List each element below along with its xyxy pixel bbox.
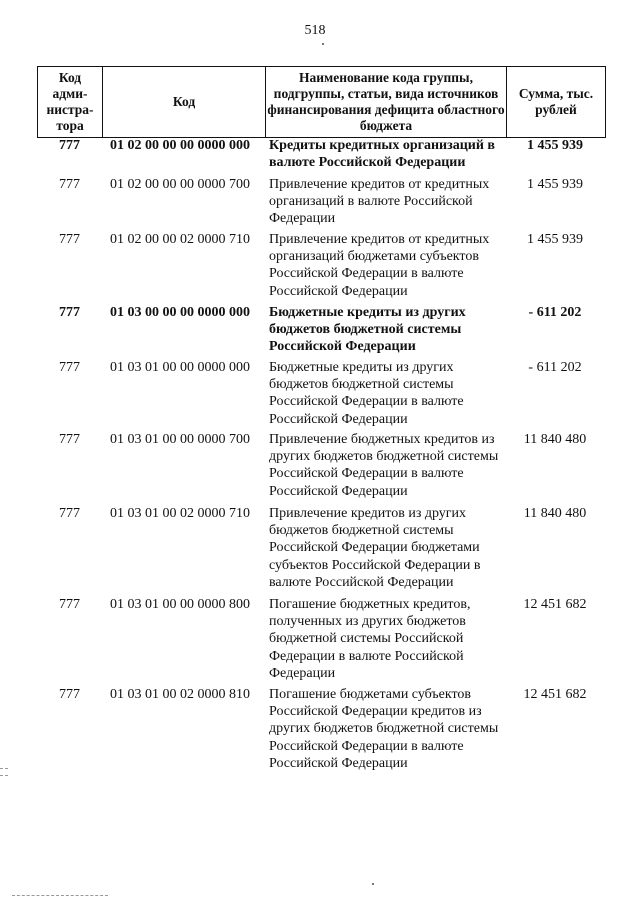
- row-sum: 12 451 682: [523, 687, 587, 702]
- header-name: Наименование кода группы, подгруппы, статьи, вида источников финансирования дефицита областного бюджета: [266, 67, 507, 137]
- row-name: Погашение бюджетами субъектов Российской Федерации кредитов из других бюджетов бюджетной системы Российской Федерации в валюте Российской Федерации: [269, 687, 499, 771]
- table-row: [37, 231, 604, 304]
- row-code: 01 02 00 00 00 0000 700: [110, 177, 250, 192]
- scan-dot: [372, 883, 374, 885]
- row-admin: 777: [59, 687, 80, 702]
- row-sum: - 611 202: [528, 305, 582, 320]
- row-name: Привлечение бюджетных кредитов из других бюджетов бюджетной системы Российской Федерации в валюте Российской Федерации: [269, 432, 499, 499]
- row-code: 01 03 01 00 00 0000 000: [110, 360, 250, 375]
- row-admin: 777: [59, 138, 80, 153]
- row-admin: 777: [59, 360, 80, 375]
- row-admin: 777: [59, 232, 80, 247]
- row-code: 01 03 00 00 00 0000 000: [110, 305, 250, 320]
- row-sum: 1 455 939: [527, 177, 583, 192]
- row-admin: 777: [59, 305, 80, 320]
- table-row: [37, 505, 604, 596]
- table-row: [37, 304, 604, 359]
- row-sum: 1 455 939: [527, 138, 583, 153]
- table-row: [37, 431, 604, 505]
- table-body: [37, 137, 604, 776]
- row-name: Привлечение кредитов от кредитных организаций бюджетами субъектов Российской Федерации в валюте Российской Федерации: [269, 232, 490, 299]
- page-number: 518: [304, 23, 326, 38]
- row-sum: 12 451 682: [523, 597, 587, 612]
- row-name: Привлечение кредитов из других бюджетов бюджетной системы Российской Федерации бюджетами субъектов Российской Федерации в валюте Российской Федерации: [269, 506, 481, 590]
- row-name: Привлечение кредитов от кредитных организаций в валюте Российской Федерации: [269, 177, 490, 227]
- row-admin: 777: [59, 506, 80, 521]
- table-row: [37, 596, 604, 686]
- scan-bottom-mark: [12, 895, 108, 896]
- row-code: 01 03 01 00 02 0000 810: [110, 687, 250, 702]
- row-sum: 11 840 480: [523, 432, 587, 447]
- scan-dot: [322, 43, 324, 45]
- table-row: [37, 137, 604, 176]
- header-code: Код: [103, 67, 266, 137]
- header-admin-code: Код адми- нистра- тора: [38, 67, 103, 137]
- table-row: [37, 686, 604, 776]
- row-code: 01 03 01 00 02 0000 710: [110, 506, 250, 521]
- row-name: Бюджетные кредиты из других бюджетов бюджетной системы Российской Федерации в валюте Российской Федерации: [269, 360, 464, 427]
- row-admin: 777: [59, 432, 80, 447]
- header-sum: Сумма, тыс. рублей: [518, 86, 594, 117]
- row-code: 01 02 00 00 00 0000 000: [110, 138, 250, 153]
- scan-edge-mark: [0, 775, 8, 776]
- scan-edge-mark: [0, 768, 8, 769]
- row-name: Кредиты кредитных организаций в валюте Российской Федерации: [269, 138, 495, 171]
- row-name: Бюджетные кредиты из других бюджетов бюджетной системы Российской Федерации: [269, 305, 466, 355]
- table-header: [37, 66, 606, 138]
- row-code: 01 02 00 00 02 0000 710: [110, 232, 250, 247]
- row-name: Погашение бюджетных кредитов, полученных из других бюджетов бюджетной системы Российской Федерации в валюте Российской Федерации: [269, 597, 471, 681]
- table-row: [37, 359, 604, 431]
- row-admin: 777: [59, 177, 80, 192]
- table-row: [37, 176, 604, 231]
- row-sum: 11 840 480: [523, 506, 587, 521]
- row-sum: - 611 202: [528, 360, 582, 375]
- row-sum: 1 455 939: [527, 232, 583, 247]
- row-code: 01 03 01 00 00 0000 800: [110, 597, 250, 612]
- row-code: 01 03 01 00 00 0000 700: [110, 432, 250, 447]
- row-admin: 777: [59, 597, 80, 612]
